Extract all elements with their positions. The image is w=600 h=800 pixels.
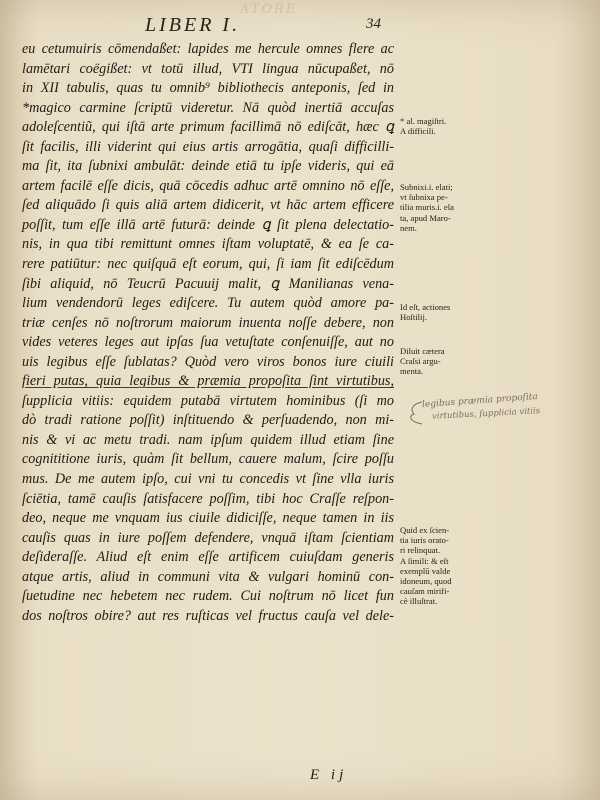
text-line: vides veteres leges aut ipſas ſua vetuſtate conſenuiſſe, aut no [22, 334, 394, 351]
marginal-note-line: A difficili. [400, 126, 436, 137]
marginal-note-line: tilia muris.i. ela [400, 202, 454, 213]
text-line: lamētari coëgißet: vt totū illud, VTI lingua nūcupaßet, nō [22, 60, 394, 77]
catchword: E ij [310, 767, 348, 783]
marginal-note-4 [400, 346, 445, 377]
marginal-note-line: Id eſt, actiones [400, 302, 451, 312]
marginal-note-line: Craſsi argu- [400, 356, 441, 367]
text-line: ſuetudine nec hebetem nec rudem. Cui noſtrum nō licet fun [22, 588, 394, 605]
text-line: ſit facilis, illi viderint qui eius artis arrogātia, quaſi difficilli- [22, 138, 394, 155]
text-line: atque artis, aliud in communi vita & vulgari hominū con- [22, 568, 394, 585]
marginal-note-line: cauſam mirifi- [400, 586, 450, 597]
text-line: uis legibus eſſe ſublatas? Quòd vero viros bonos iure ciuili [22, 353, 394, 370]
marginal-note-1 [400, 116, 446, 136]
marginal-note-line: idoneum, quod [400, 576, 452, 587]
text-line: ſed aliquādo ſi quis aliā artem didicerit, vt hāc artem efficere [22, 197, 394, 214]
text-line: triæ cenſes nō noſtrorum maiorum inuenta noſſe debere, non [22, 314, 394, 331]
text-line: cauſis quas in iure poſſem defendere, vnquā iſtam ſcientiam [22, 529, 394, 546]
marginal-note-line: Diluit cætera [400, 346, 445, 356]
marginal-note-2 [400, 182, 454, 233]
handwritten-line: virtutibus, ſupplicia vitiis [431, 406, 541, 422]
text-line: lium vendendorū leges ediſcere. Tu autem quòd amore pa- [22, 295, 394, 312]
text-line underlined-line: fieri putas, quia legibus & præmia propoſita ſint virtutibus, [22, 373, 394, 390]
text-line: rere patiūtur: nec quiſquā eſt eorum, qui, ſi iam ſit ediſcēdum [22, 256, 394, 273]
text-line: nis & vi ac metu tradi. nam ipſum quidem illud etiam ſine [22, 431, 394, 448]
page-number: 34 [366, 16, 381, 32]
text-line: artem facilē eſſe dicis, quā cōcedis adhuc artē omnino nō eſſe, [22, 177, 394, 194]
running-head [0, 8, 600, 38]
marginal-note-line: ta, apud Maro- [400, 212, 451, 223]
marginal-note-line: Hoſtilij. [400, 312, 427, 323]
marginal-note-line: cè illuſtrat. [400, 596, 438, 607]
text-line: nis, in qua tibi remittunt omnes iſtam voluptatē, & ea ſe ca- [22, 236, 394, 253]
text-line: deſideraſſe. Aliud eſt enim eſſe artificem cuiuſdam generis [22, 549, 394, 566]
marginal-note-line: tia iuris orato- [400, 535, 449, 546]
handwritten-line: legibus præmia propoſita [421, 391, 539, 411]
text-line: cognititione iuris, quàm ſit bellum, cauere malum, ſcire poſſu [22, 451, 394, 468]
marginal-note-line: Subnixi.i. elati; [400, 182, 453, 192]
marginal-note-line: A ſimili: & eſt [400, 555, 449, 566]
marginal-note-3 [400, 302, 450, 322]
marginal-note-line: nem. [400, 222, 417, 233]
marginal-note-5 [400, 525, 452, 607]
text-line: ma ſit, ita ſubnixi ambulāt: deinde etiā tu ipſe videris, qui eā [22, 158, 394, 175]
handwritten-annotation [402, 391, 592, 426]
text-line: poſſit, tum eſſe illā artē futurā: deinde ꝗ ſit plena delectatio- [22, 216, 394, 233]
text-line: deo, neque me vnquam ius ciuile didiciſſe, neque tamen in iis [22, 510, 394, 527]
text-line: dò tradi ratione poſſit) inſtituendo & perſuadendo, non mi- [22, 412, 394, 429]
marginal-note-line: ri relinquat. [400, 545, 441, 556]
book-title: LIBER I. [145, 14, 241, 36]
text-line: mus. De me autem ipſo, cui vni tu concedis vt ſine vlla iuris [22, 471, 394, 488]
marginal-note-line: vt ſubnixa pe- [400, 192, 448, 203]
marginal-note-line: menta. [400, 366, 424, 377]
text-line: adoleſcentiũ, qui iſtā arte primum facillimā nō ediſcāt, hæc ꝗ [22, 119, 394, 136]
text-line: *magico carmine ſcriptū videretur. Nā quòd inertiā accuſas [22, 99, 394, 116]
marginal-note-line: * al. magiſtri. [400, 116, 447, 126]
text-line: dos noſtros obire? aut res ruſticas vel fructus cauſa vel dele- [22, 607, 394, 624]
show-through-text: ATORE [240, 2, 298, 17]
main-text-block [22, 40, 394, 626]
text-line: ſibi aliquid, nō Teucrū Pacuuij malit, ꝗ Manilianas vena- [22, 275, 394, 292]
text-line: ſupplicia vitiis: equidem putabā virtutem hominibus (ſi mo [22, 392, 394, 409]
text-line: eu cetumuiris cōmendaßet: lapides me hercule omnes flere ac [22, 41, 394, 57]
marginal-note-line: Quid ex ſcien- [400, 525, 450, 535]
text-line: ſciētia, tamē cauſis ſatisfacere poſſim, tibi hoc Craſſe reſpon- [22, 490, 394, 507]
text-line: in XII tabulis, quas tu omnib⁹ bibliothecis anteponis, ſed in [22, 80, 394, 97]
marginal-note-line: exemplū valde [400, 565, 451, 576]
handwritten-bracket-icon [404, 400, 426, 426]
